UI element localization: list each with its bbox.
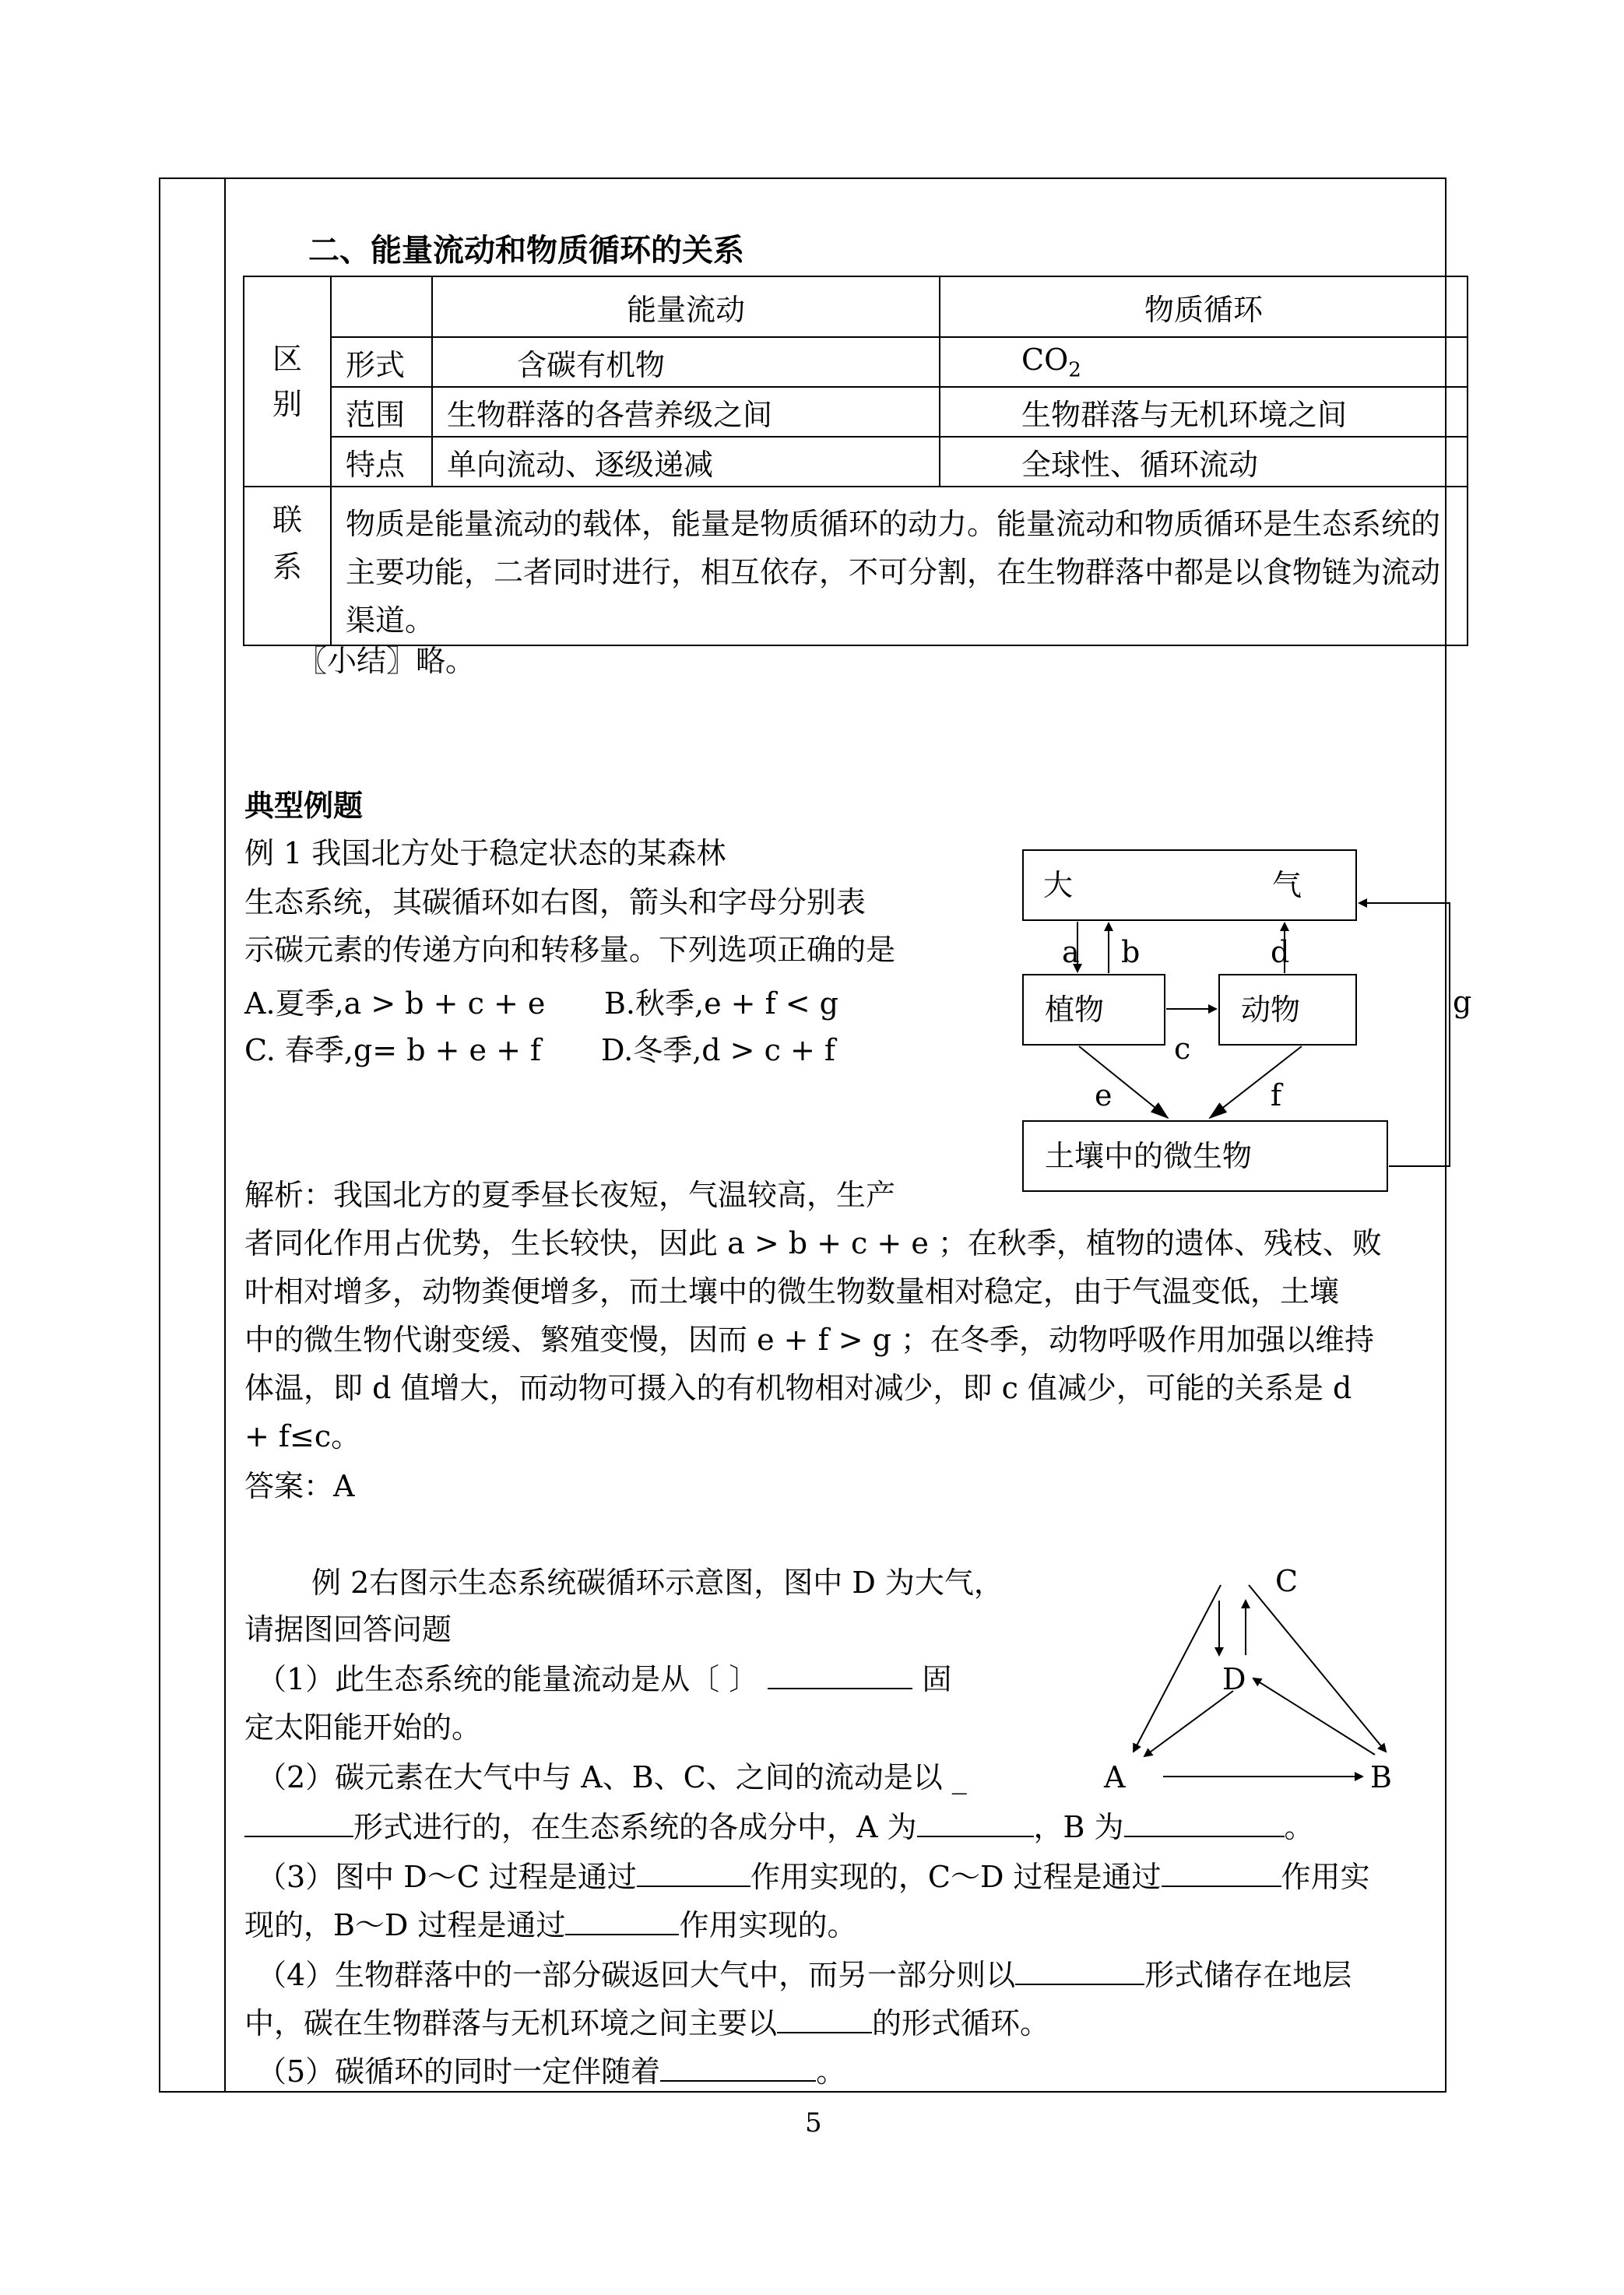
analysis-line-1: 解析：我国北方的夏季昼长夜短，气温较高，生产	[244, 1178, 896, 1212]
node-a: A	[1104, 1760, 1126, 1794]
analysis-line-2: 者同化作用占优势，生长较快，因此 a > b + c + e ；在秋季，植物的遗体、残枝、败	[244, 1226, 1382, 1260]
q3-line-2	[244, 1910, 857, 1940]
arrow-f	[1210, 1046, 1302, 1118]
diff-label-text: 区别	[272, 342, 302, 421]
row-label-range: 范围	[331, 387, 432, 437]
ex1-line-1: 例 1 我国北方处于稳定状态的某森林	[244, 836, 726, 870]
q3-text-d: 现的，B～D 过程是通过	[244, 1908, 566, 1942]
label-g: g	[1453, 985, 1472, 1019]
q4-text-d: 的形式循环。	[872, 2006, 1050, 2040]
q3-blank-1[interactable]	[637, 1886, 750, 1887]
range-matter: 生物群落与无机环境之间	[940, 387, 1468, 437]
co2-sub: 2	[1068, 358, 1081, 382]
node-c: C	[1275, 1564, 1299, 1598]
link-label-text: 联系	[272, 503, 302, 584]
row-label-form: 形式	[331, 337, 432, 387]
q3-line-1	[257, 1862, 1370, 1892]
section-title: 二、能量流动和物质循环的关系	[308, 233, 744, 269]
q2-blank-b[interactable]	[1124, 1836, 1285, 1837]
q5-line	[257, 2054, 846, 2089]
q4-line-1	[257, 1960, 1352, 1990]
arrow-d-to-a	[1144, 1691, 1233, 1756]
atmosphere-left: 大	[1043, 868, 1074, 902]
node-d: D	[1222, 1662, 1246, 1696]
ex1-option-a: A.夏季,a > b + c + e	[244, 986, 546, 1021]
q5-blank[interactable]	[660, 2080, 816, 2082]
row-label-feature: 特点	[331, 437, 432, 487]
form-energy: 含碳有机物	[432, 337, 940, 387]
arrow-g	[1359, 903, 1450, 1166]
q2-line-2	[244, 1812, 1314, 1842]
q1-line-1	[257, 1664, 951, 1694]
label-a: a	[1062, 935, 1080, 969]
q4-blank-1[interactable]	[1015, 1984, 1144, 1985]
atmosphere-box	[1023, 850, 1356, 920]
page-number: 5	[805, 2107, 822, 2139]
ex2-intro-1: 例 2右图示生态系统碳循环示意图，图中 D 为大气，	[311, 1566, 1004, 1600]
ex1-line-3: 示碳元素的传递方向和转移量。下列选项正确的是	[244, 933, 896, 967]
q4-text-c: 中，碳在生物群落与无机环境之间主要以	[244, 2006, 778, 2040]
analysis-line-5: 体温，即 d 值增大，而动物可摄入的有机物相对减少，即 c 值减少，可能的关系是 d	[244, 1371, 1352, 1405]
q4-text-b: 形式储存在地层	[1144, 1958, 1352, 1992]
q4-blank-2[interactable]	[777, 2032, 872, 2033]
answer: 答案：A	[244, 1469, 355, 1503]
q3-blank-2[interactable]	[1162, 1886, 1281, 1887]
q5-text-a: （5）碳循环的同时一定伴随着	[257, 2054, 661, 2089]
arrow-c-to-a	[1134, 1585, 1221, 1752]
q2-text-d: 。	[1284, 1810, 1314, 1844]
summary: 〖小结〗略。	[297, 644, 476, 678]
atmosphere-right: 气	[1272, 868, 1302, 902]
col-header-matter: 物质循环	[940, 276, 1468, 337]
q2-text-c: ，B 为	[1033, 1810, 1124, 1844]
q2-text-b: 形式进行的，在生态系统的各成分中，A 为	[353, 1810, 917, 1844]
range-energy: 生物群落的各营养级之间	[432, 387, 940, 437]
analysis-line-6: + f≤c。	[244, 1419, 361, 1453]
analysis-line-4: 中的微生物代谢变缓、繁殖变慢，因而 e + f > g ；在冬季，动物呼吸作用加强以维持	[244, 1323, 1375, 1357]
label-d: d	[1271, 935, 1290, 969]
label-e: e	[1095, 1078, 1113, 1112]
arrow-e	[1079, 1046, 1168, 1118]
q2-blank-a[interactable]	[917, 1836, 1034, 1837]
plant-label: 植物	[1045, 993, 1105, 1027]
q2-blank-form[interactable]	[244, 1836, 353, 1837]
q3-text-c: 作用实	[1281, 1860, 1370, 1894]
link-text: 物质是能量流动的载体，能量是物质循环的动力。能量流动和物质循环是生态系统的主要功能，二者同时进行，相互依存，不可分割，在生物群落中都是以食物链为流动渠道。	[331, 487, 1468, 645]
ex2-intro-2: 请据图回答问题	[244, 1612, 452, 1647]
q3-blank-3[interactable]	[565, 1934, 679, 1935]
q1-text-a: （1）此生态系统的能量流动是从〔 〕	[257, 1662, 759, 1696]
q1-line-2: 定太阳能开始的。	[244, 1710, 482, 1745]
animal-label: 动物	[1241, 993, 1301, 1027]
q3-text-b: 作用实现的，C～D 过程是通过	[750, 1860, 1162, 1894]
co2-base: CO	[1021, 342, 1069, 377]
node-b: B	[1370, 1760, 1392, 1794]
q3-text-e: 作用实现的。	[679, 1908, 857, 1942]
col-header-energy: 能量流动	[432, 276, 940, 337]
q4-text-a: （4）生物群落中的一部分碳返回大气中，而另一部分则以	[257, 1958, 1016, 1992]
ex1-line-2: 生态系统，其碳循环如右图，箭头和字母分别表	[244, 885, 866, 919]
ex1-option-c: C. 春季,g= b + e + f	[244, 1033, 542, 1067]
ex1-option-b: B.秋季,e + f < g	[604, 986, 838, 1021]
feature-matter: 全球性、循环流动	[940, 437, 1468, 487]
q1-text-b: 固	[922, 1662, 952, 1696]
arrow-c-to-b	[1249, 1585, 1386, 1752]
label-f: f	[1271, 1078, 1282, 1112]
feature-energy: 单向流动、逐级递减	[432, 437, 940, 487]
q5-text-b: 。	[816, 2054, 846, 2089]
soil-label: 土壤中的微生物	[1045, 1139, 1253, 1173]
q3-text-a: （3）图中 D～C 过程是通过	[257, 1860, 637, 1894]
analysis-line-3: 叶相对增多，动物粪便增多，而土壤中的微生物数量相对稳定，由于气温变低，土壤	[244, 1274, 1340, 1309]
label-c: c	[1174, 1032, 1191, 1066]
q2-line-1: （2）碳元素在大气中与 A、B、C、之间的流动是以 _	[257, 1760, 967, 1794]
label-b: b	[1121, 935, 1141, 969]
q4-line-2	[244, 2006, 1050, 2040]
ex1-option-d: D.冬季,d > c + f	[601, 1033, 835, 1067]
examples-title: 典型例题	[244, 789, 364, 823]
q1-blank[interactable]	[768, 1688, 912, 1689]
